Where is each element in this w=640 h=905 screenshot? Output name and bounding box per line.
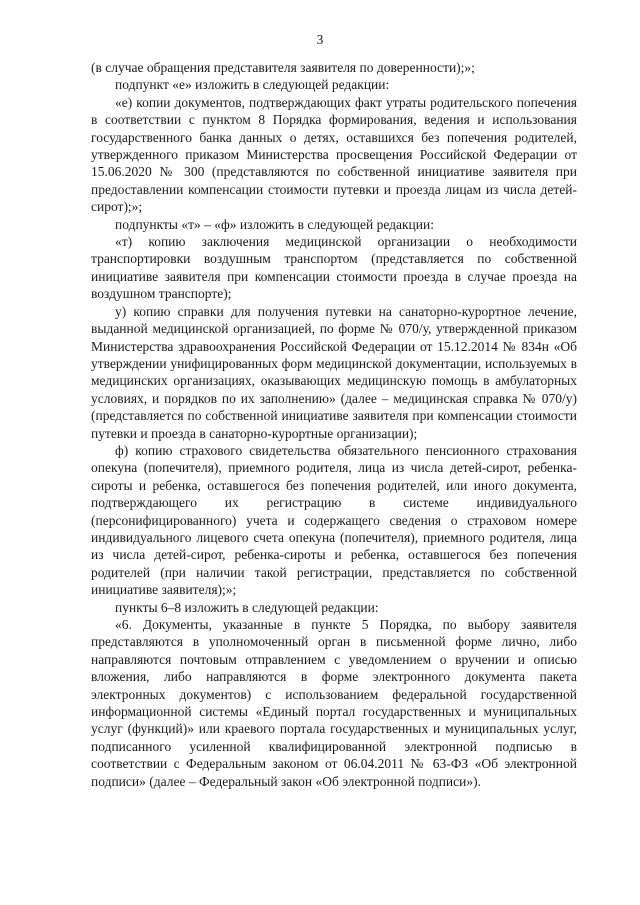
paragraph-subpoint-e-intro: подпункт «е» изложить в следующей редакции: bbox=[115, 77, 390, 93]
paragraph-subpoint-u: у) копию справки для получения путевки на санаторно-курортное лечение, выданной медицинской организацией, по форме № 070/у, утвержденной приказом Министерства здравоохранения Российской Федерации от 15.12.2014 № 834н «Об утверждении унифицированных форм медицинской документации, используемых в медицинских организациях, оказывающих медицинскую помощь в амбулаторных условиях, и порядков по их заполнению» (далее – медицинская справка № 070/у) (представляется по собственной инициативе заявителя при компенсации стоимости путевки и проезда в санаторно-курортные организации); bbox=[91, 303, 577, 441]
document-body bbox=[91, 59, 577, 790]
paragraph-continuation: (в случае обращения представителя заявителя по доверенности);»; bbox=[91, 60, 475, 75]
paragraph-subpoints-t-f-intro: подпункты «т» – «ф» изложить в следующей редакции: bbox=[115, 216, 434, 232]
paragraph-point-6: «6. Документы, указанные в пункте 5 Порядка, по выбору заявителя представляются в уполномоченный орган в письменной форме лично, либо направляются почтовым отправлением с уведомлением о вручении и описью вложения, либо направляются в форме электронного документа пакета электронных документов) с использованием федеральной государственной информационной системы «Единый портал государственных и муниципальных услуг (функций)» или краевого портала государственных и муниципальных услуг, подписанного усиленной квалифицированной электронной подписью в соответствии с Федеральным законом от 06.04.2011 № 63-ФЗ «Об электронной подписи» (далее – Федеральный закон «Об электронной подписи»). bbox=[91, 617, 577, 789]
paragraph-subpoint-f: ф) копию страхового свидетельства обязательного пенсионного страхования опекуна (попечителя), приемного родителя, лица из числа детей-сирот, ребенка-сироты и ребенка, оставшегося без попечения родителей, или иного документа, подтверждающего их регистрацию в системе индивидуального (персонифицированного) учета и содержащего сведения о страховом номере индивидуального лицевого счета опекуна (попечителя), приемного родителя, лица из числа детей-сирот, ребенка-сироты и ребенка, оставшегося без попечения родителей (при наличии такой регистрации, представляется по собственной инициативе заявителя);»; bbox=[91, 442, 577, 598]
paragraph-subpoint-t: «т) копию заключения медицинской организации о необходимости транспортировки воздушным транспортом (представляется по собственной инициативе заявителя при компенсации стоимости проезда в случае проезда на воздушном транспорте); bbox=[91, 234, 577, 302]
page-number: 3 bbox=[316, 32, 324, 47]
paragraph-points-6-8-intro: пункты 6–8 изложить в следующей редакции: bbox=[115, 599, 379, 615]
paragraph-subpoint-e: «е) копии документов, подтверждающих факт утраты родительского попечения в соответствии с пунктом 8 Порядка формирования, ведения и использования государственного банка данных о детях, оставшихся без попечения родителей, утвержденного приказом Министерства просвещения Российской Федерации от 15.06.2020 № 300 (представляются по собственной инициативе заявителя при предоставлении компенсации стоимости путевки и проезда лицам из числа детей-сирот);»; bbox=[91, 94, 577, 215]
